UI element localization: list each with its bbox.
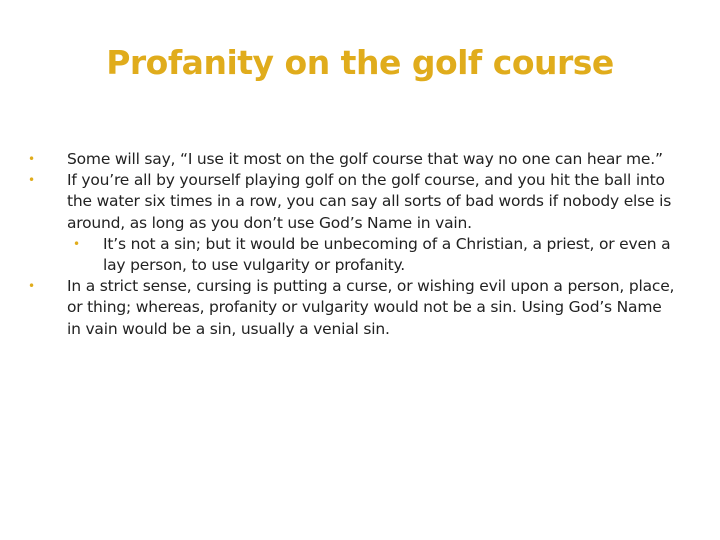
bullet-item xyxy=(28,149,678,170)
sub-bullet-item xyxy=(28,234,678,276)
bullet-dot-icon: • xyxy=(28,173,35,188)
bullet-item xyxy=(28,276,678,340)
bullet-dot-icon: • xyxy=(73,236,80,251)
bullet-text: In a strict sense, cursing is putting a curse, or wishing evil upon a person, place, or thing; whereas, profanity or vulgarity would not be a sin. Using God’s Name in vain would be a sin, usually a venial sin. xyxy=(67,277,675,338)
slide-title: Profanity on the golf course xyxy=(106,43,614,82)
bullet-dot-icon: • xyxy=(28,279,35,294)
bullet-text: It’s not a sin; but it would be unbecoming of a Christian, a priest, or even a lay person, to use vulgarity or profanity. xyxy=(103,234,671,275)
slide-body xyxy=(28,149,678,340)
bullet-text: If you’re all by yourself playing golf on the golf course, and you hit the ball into the water six times in a row, you can say all sorts of bad words if nobody else is around, as long as you don’t use God’s Name in vain. xyxy=(67,171,672,232)
bullet-item xyxy=(28,170,678,234)
bullet-text: Some will say, “I use it most on the golf course that way no one can hear me.” xyxy=(67,150,663,168)
bullet-dot-icon: • xyxy=(28,152,35,166)
